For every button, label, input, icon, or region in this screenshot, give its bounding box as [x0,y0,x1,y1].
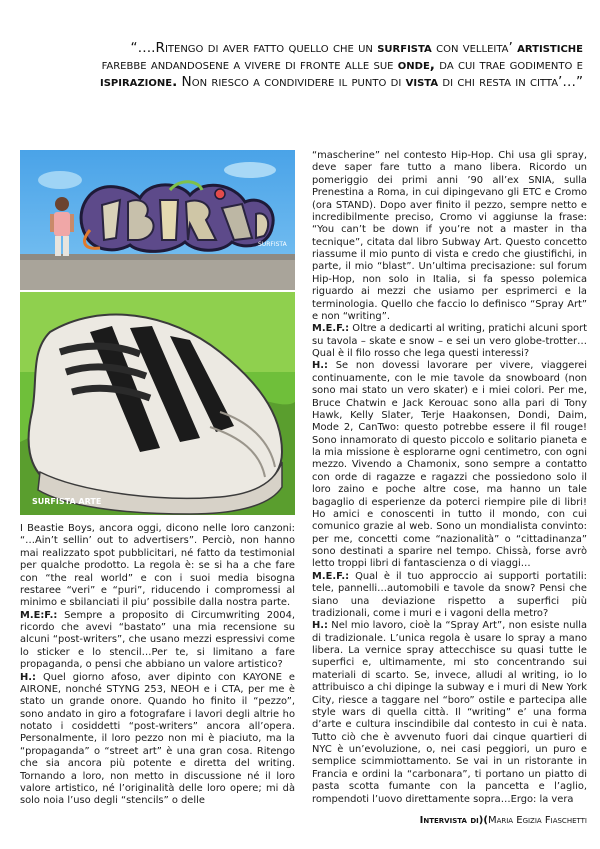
quote-text: da cui trae godimento e [434,57,583,73]
quote-text: di chi resta in citta’…” [438,74,583,90]
quote-text: Non riesco a condividere il punto di [177,74,406,90]
quote-keyword: ispirazione. [99,74,178,90]
photo-signature: SURFISTA ARTE [32,497,102,506]
interviewer-label: M.E.F.: [312,323,350,335]
question-text: Oltre a dedicarti al writing, pratichi alcuni sport su tavola – skate e snow – e sei un vero globe-trotter…Qual è il filo rosso che lega questi interessi? [312,323,587,359]
question-text: Qual è il tuo approccio ai supporti portatili: tele, pannelli…automobili e tavole da snow? Pensi che siano una deviazione rispetto a superfici più tradizionali, come i muri e i vagoni della metro? [312,570,587,619]
page-footer [312,815,587,826]
graffiti-mural-photo [20,150,295,290]
interview-question [312,571,587,621]
interview-question [20,610,295,672]
interview-answer [312,360,587,570]
answer-text: Nel mio lavoro, cioè la “Spray Art”, non esiste nulla di tradizionale. L’unica regola è usare lo spray a mano libera. La vernice spray attecchisce su quasi tutte le superfici e, ultimamente, mi sto concentrando sui materiali di scarto. Se, invece, alludi al writing, io lo attribuisco a chi dipinge la subway e i muri di New York City, riesce a taggare nel “boro” ostile e partecipa alle style wars di quella città. Il “writing” e’ una forma d’arte e cultura inscindibile dal contesto in cui è nata. Tutto ciò che è avvenuto fuori dai cinque quartieri di NYC è un’evoluzione, o, nei casi peggiori, un puro e semplice scimmiottamento. Se vai in un ristorante in Francia e ordini la “carbonara”, ti portano un piatto di pasta scotta fumante con la pancetta e l’aglio, rompendoti l’uovo direttamente sopra…Ergo: la vera [312,620,587,805]
footer-author: Maria Egizia Fiaschetti [487,815,587,826]
interview-question [312,323,587,360]
pull-quote [95,40,583,91]
mural-tag: SURFISTA [258,241,287,248]
quote-keyword: surfista [377,40,432,56]
interviewee-label: H.: [312,360,328,372]
body-paragraph: I Beastie Boys, ancora oggi, dicono nelle loro canzoni: “…Ain’t sellin’ out to advertisers”. Perciò, non hanno mai realizzato spot pubblicitari, né fatto da testimonial per qualche prodotto. La regola è: se si ha a che fare con “the real world” e con i suoi media bisogna restaree “veri” e “puri”, riducendo i compromessi al minimo e sbilanciati il piu’ possibile dalla nostra parte. [20,523,295,609]
interviewee-label: H.: [312,620,328,632]
answer-text: Se non dovessi lavorare per vivere, viaggerei continuamente, con le mie tavole da snowboard (non sono mai stato un vero skater) e i miei colori. Per me, Bruce Chatwin e Jack Kerouac sono alla pari di Tony Hawk, Kelly Slater, Terje Haakonsen, Dondi, Daim, Mode 2, CanTwo: questo potrebbe essere il fil rouge! Sono innamorato di questo piccolo e solitario pianeta e la mia missione è esplorarne ogni centimetro, con ogni mezzo. Vivendo a Chamonix, sono sempre a contatto con orde di ragazze e ragazzi che possiedono solo il loro zaino e poche altre cose, ma hanno un tale bagaglio di esperienze da poterci riempire pile di libri! Ho amici e conoscenti in tutto il mondo, con cui comunico grazie al web. Sono un mondialista convinto: per me, concetti come “nazionalità” o “cittadinanza” sono destinati a sparire nel tempo. Chissà, forse avrò letto troppi libri di fantascienza o di viaggi… [312,360,587,570]
right-column-text [312,150,587,806]
interviewer-label: M.E:F.: [20,609,58,621]
interview-answer [312,620,587,806]
answer-text: Quel giorno afoso, aver dipinto con KAYONE e AIRONE, nonché STYNG 253, NEOH e i CTA, per me è stato un grande onore. Quando ho finito il “pezzo”, sono andato in giro a fotografare i lavori degli altrie ho notato i cosiddetti “post-writers” ancora all’opera. Personalmente, il loro pezzo non mi è piaciuto, ma la “propaganda” o “street art” è una gran cosa. Ritengo che sia ancora più potente e diretta del writing. Tornando a loro, non metto in discussione né il loro valore artistico, né l’originalità delle loro opere; mi dà solo noia l’uso degli “stencils” o delle [20,671,295,807]
footer-label: Intervista di)( [419,815,488,826]
quote-text: farebbe andandosene a vivere di fronte alle sue [101,57,398,73]
graffiti-mural-illustration [20,150,295,290]
quote-keyword: onde, [397,57,435,73]
interviewer-label: M.E.F.: [312,570,350,582]
quote-text: “….Ritengo di aver fatto quello che un [130,40,378,56]
quote-text: con velleita’ [431,40,518,56]
question-text: Sempre a proposito di Circumwriting 2004, ricordo che avevi “bastato” una mia recensione su alcuni “post-writers”, che usano mezzi espressivi come lo sticker e lo stencil…Per te, si limitano a fare propaganda, o pensi che abbiano un valore artistico? [20,609,295,671]
left-column-text [20,523,295,808]
interviewee-label: H.: [20,671,36,683]
quote-keyword: vista [405,74,439,90]
sneaker-illustration [20,292,295,515]
quote-keyword: artistiche [517,40,583,56]
painted-sneaker-photo [20,292,295,515]
body-paragraph: “mascherine” nel contesto Hip-Hop. Chi usa gli spray, deve saper fare tutto a mano libera. Ricordo un pomeriggio dei primi anni ’90 all’ex SNIA, sulla Prenestina a Roma, in cui dipingevano gli ETC e Cromo (ora STAND). Dopo aver finito il pezzo, sempre netto e incredibilmente preciso, Cromo vi aggiunse la frase: “You can’t be down if you’re not a master in tha tecnique”, citata dal libro Subway Art. Questo concetto riassume il mio punto di vista e credo che giustifichi, in parte, il mio “blast”. Un’ultima precisazione: sul forum Hip-Hop, non solo in Italia, si fa spesso polemica riguardo ai mezzi che usiamo per esprimerci e la terminologia. Quello che faccio lo definisco “Spray Art” e non “writing”. [312,150,587,322]
interview-answer [20,672,295,808]
